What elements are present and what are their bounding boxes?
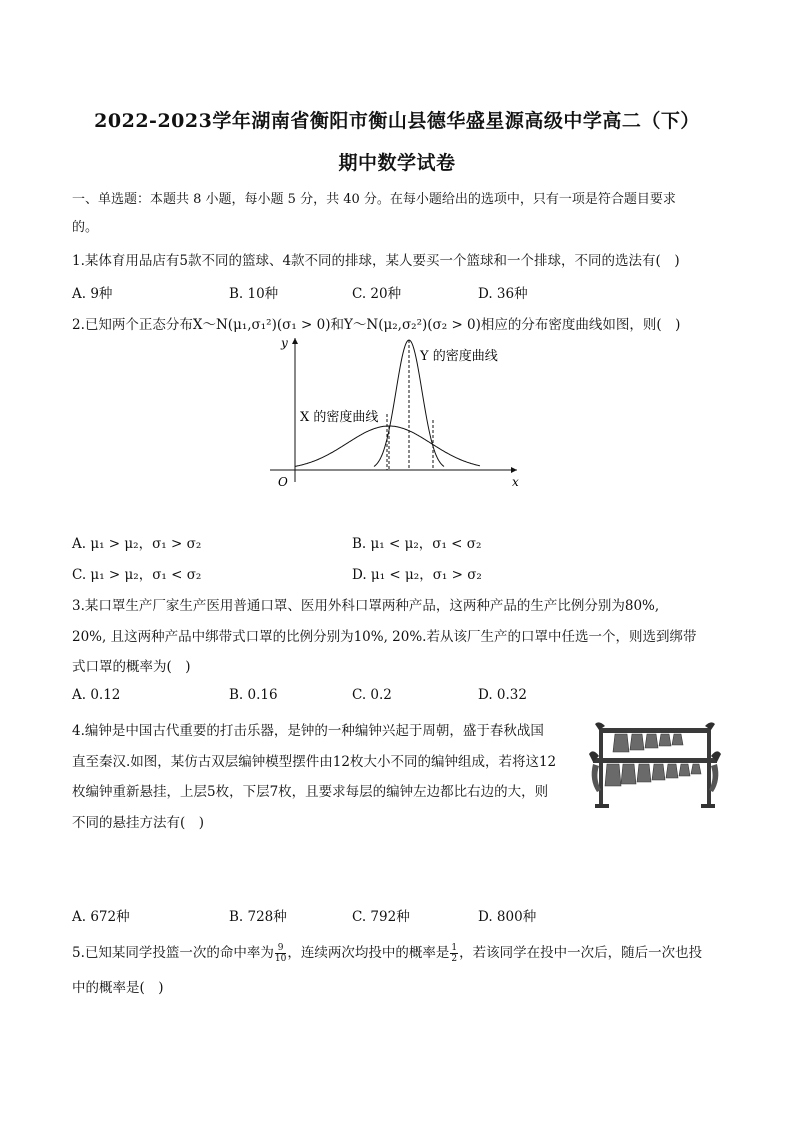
bianzhong-bells-picture xyxy=(585,720,725,810)
x-curve-label: X 的密度曲线 xyxy=(300,410,379,425)
question-4-line1: 4.编钟是中国古代重要的打击乐器，是钟的一种编钟兴起于周朝，盛于春秋战国 xyxy=(72,723,544,739)
q4-option-a: A. 672种 xyxy=(72,909,130,925)
q2-option-b: B. μ₁ < μ₂，σ₁ < σ₂ xyxy=(352,536,482,552)
question-3-line1: 3.某口罩生产厂家生产医用普通口罩、医用外科口罩两种产品，这两种产品的生产比例分别为80%, xyxy=(72,598,660,614)
q3-option-c: C. 0.2 xyxy=(352,687,392,703)
question-5-line1 xyxy=(72,941,702,964)
question-1-text: 1.某体育用品店有5款不同的篮球、4款不同的排球，某人要买一个篮球和一个排球，不同的选法有( ) xyxy=(72,253,680,269)
q5-text-a: 5.已知某同学投篮一次的命中率为 xyxy=(72,945,274,961)
y-axis-label: y xyxy=(281,336,288,350)
exam-title-line2: 期中数学试卷 xyxy=(338,152,456,174)
normal-density-figure xyxy=(262,332,532,494)
x-axis-label: x xyxy=(512,475,519,489)
origin-label: O xyxy=(278,475,288,489)
question-4-line4: 不同的悬挂方法有( ) xyxy=(72,815,205,831)
q1-option-b: B. 10种 xyxy=(229,286,279,302)
question-3-line2: 20%, 且这两种产品中绑带式口罩的比例分别为10%, 20%.若从该厂生产的口罩中任选一个，则选到绑带 xyxy=(72,629,697,645)
question-2-text: 2.已知两个正态分布X～N(μ₁,σ₁²)(σ₁ > 0)和Y～N(μ₂,σ₂²)(σ₂ > 0)相应的分布密度曲线如图，则( ) xyxy=(72,317,681,333)
q2-option-c: C. μ₁ > μ₂，σ₁ < σ₂ xyxy=(72,567,202,583)
q1-option-d: D. 36种 xyxy=(478,286,528,302)
exam-title-line1: 2022-2023学年湖南省衡阳市衡山县德华盛星源高级中学高二（下） xyxy=(94,110,700,132)
y-curve-label: Y 的密度曲线 xyxy=(420,349,498,364)
q2-option-a: A. μ₁ > μ₂，σ₁ > σ₂ xyxy=(72,536,202,552)
q5-text-b: ，连续两次均投中的概率是 xyxy=(287,945,450,961)
q3-option-a: A. 0.12 xyxy=(72,687,121,703)
fraction-one-half: $\frac{1}{2}$ xyxy=(451,943,458,964)
question-4-line2: 直至秦汉.如图，某仿古双层编钟模型摆件由12枚大小不同的编钟组成，若将这12 xyxy=(72,754,557,770)
question-3-line3: 式口罩的概率为( ) xyxy=(72,659,191,675)
section-instructions-line2: 的。 xyxy=(72,220,99,235)
q1-option-a: A. 9种 xyxy=(72,286,113,302)
q3-option-b: B. 0.16 xyxy=(229,687,278,703)
q4-option-d: D. 800种 xyxy=(478,909,537,925)
q4-option-b: B. 728种 xyxy=(229,909,287,925)
q3-option-d: D. 0.32 xyxy=(478,687,527,703)
q1-option-c: C. 20种 xyxy=(352,286,402,302)
fraction-nine-tenths: $\frac{9}{10}$ xyxy=(274,943,287,964)
section-instructions-line1: 一、单选题：本题共 8 小题，每小题 5 分，共 40 分。在每小题给出的选项中，只有一项是符合题目要求 xyxy=(72,192,676,207)
q2-option-d: D. μ₁ < μ₂，σ₁ > σ₂ xyxy=(352,567,482,583)
question-5-line2: 中的概率是( ) xyxy=(72,980,164,996)
q4-option-c: C. 792种 xyxy=(352,909,410,925)
question-4-line3: 枚编钟重新悬挂，上层5枚，下层7枚，且要求每层的编钟左边都比右边的大，则 xyxy=(72,784,549,800)
q5-text-c: ，若该同学在投中一次后，随后一次也投 xyxy=(459,945,703,961)
